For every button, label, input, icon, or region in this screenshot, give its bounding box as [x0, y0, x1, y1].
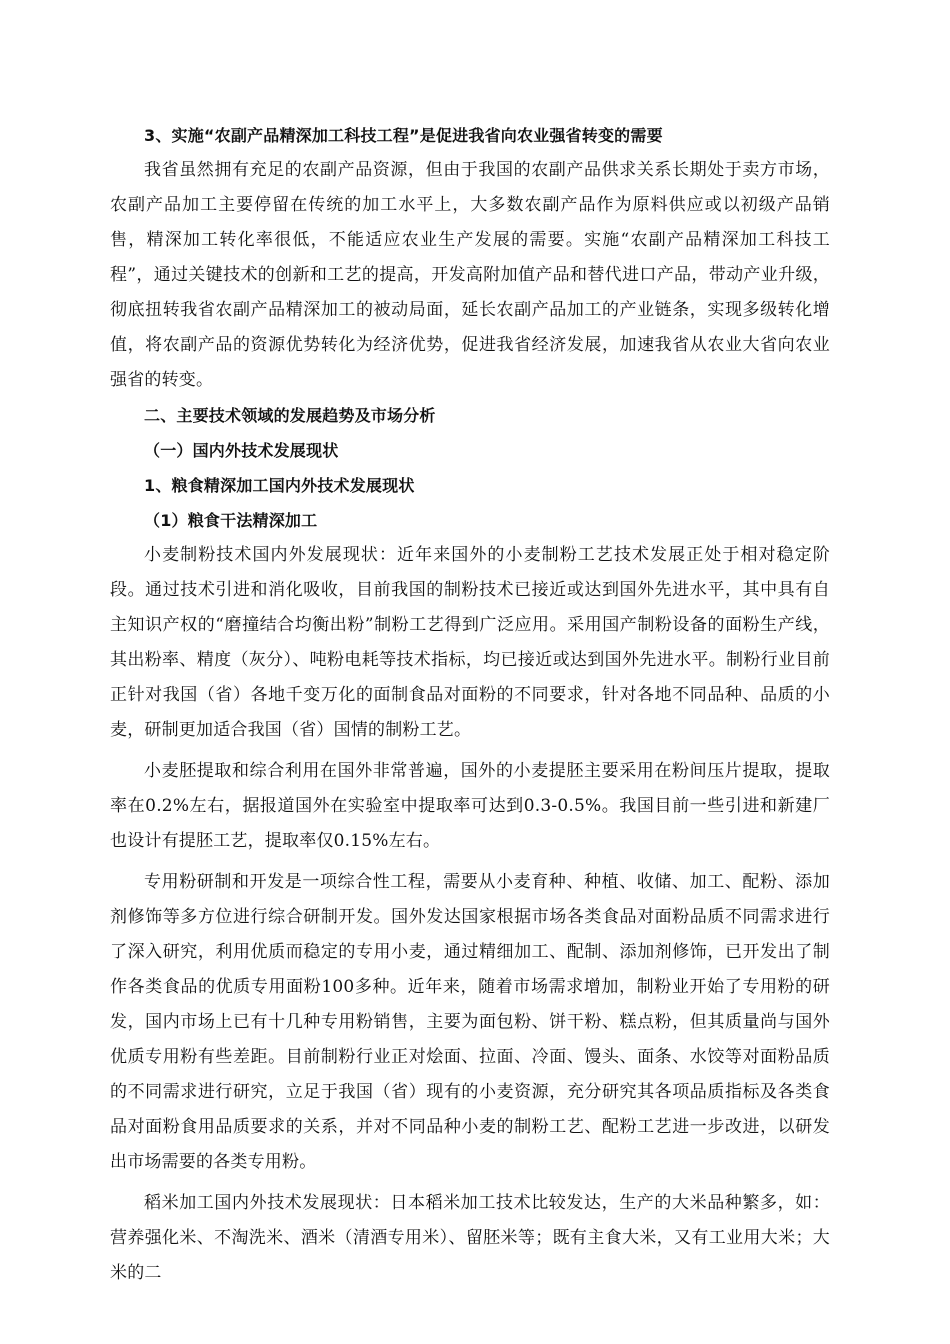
document-body [110, 118, 830, 1291]
body-paragraph-wheat-germ: 小麦胚提取和综合利用在国外非常普遍，国外的小麦提胚主要采用在粉间压片提取，提取率在0.2%左右，据报道国外在实验室中提取率可达到0.3-0.5%。我国目前一些引进和新建厂也设计有提胚工艺，提取率仅0.15%左右。 [110, 761, 830, 851]
subsection-heading-grain: 1、粮食精深加工国内外技术发展现状 [144, 476, 415, 495]
section-heading-2: 二、主要技术领域的发展趋势及市场分析 [144, 406, 436, 425]
subsection-heading-1: （一）国内外技术发展现状 [144, 441, 339, 460]
body-paragraph-wheat-milling: 小麦制粉技术国内外发展现状：近年来国外的小麦制粉工艺技术发展正处于相对稳定阶段。通过技术引进和消化吸收，目前我国的制粉技术已接近或达到国外先进水平，其中具有自主知识产权的“磨撞结合均衡出粉”制粉工艺得到广泛应用。采用国产制粉设备的面粉生产线，其出粉率、精度（灰分）、吨粉电耗等技术指标，均已接近或达到国外先进水平。制粉行业目前正针对我国（省）各地千变万化的面制食品对面粉的不同要求，针对各地不同品种、品质的小麦，研制更加适合我国（省）国情的制粉工艺。 [110, 545, 830, 740]
subsection-heading-dry-processing: （1）粮食干法精深加工 [144, 511, 318, 530]
body-paragraph-special-flour: 专用粉研制和开发是一项综合性工程，需要从小麦育种、种植、收储、加工、配粉、添加剂修饰等多方位进行综合研制开发。国外发达国家根据市场各类食品对面粉品质不同需求进行了深入研究，利用优质而稳定的专用小麦，通过精细加工、配制、添加剂修饰，已开发出了制作各类食品的优质专用面粉100多种。近年来，随着市场需求增加，制粉业开始了专用粉的研发，国内市场上已有十几种专用粉销售，主要为面包粉、饼干粉、糕点粉，但其质量尚与国外优质专用粉有些差距。目前制粉行业正对烩面、拉面、冷面、馒头、面条、水饺等对面粉品质的不同需求进行研究，立足于我国（省）现有的小麦资源，充分研究其各项品质指标及各类食品对面粉食用品质要求的关系，并对不同品种小麦的制粉工艺、配粉工艺进一步改进，以研发出市场需要的各类专用粉。 [110, 872, 830, 1172]
body-paragraph: 我省虽然拥有充足的农副产品资源，但由于我国的农副产品供求关系长期处于卖方市场，农副产品加工主要停留在传统的加工水平上，大多数农副产品作为原料供应或以初级产品销售，精深加工转化率很低，不能适应农业生产发展的需要。实施“农副产品精深加工科技工程”，通过关键技术的创新和工艺的提高，开发高附加值产品和替代进口产品，带动产业升级，彻底扭转我省农副产品精深加工的被动局面，延长农副产品加工的产业链条，实现多级转化增值，将农副产品的资源优势转化为经济优势，促进我省经济发展，加速我省从农业大省向农业强省的转变。 [110, 160, 830, 390]
section-heading-3: 3、实施“农副产品精深加工科技工程”是促进我省向农业强省转变的需要 [144, 126, 663, 145]
body-paragraph-rice-processing: 稻米加工国内外技术发展现状：日本稻米加工技术比较发达，生产的大米品种繁多，如：营养强化米、不淘洗米、酒米（清酒专用米）、留胚米等；既有主食大米，又有工业用大米；大米的二 [110, 1193, 830, 1283]
